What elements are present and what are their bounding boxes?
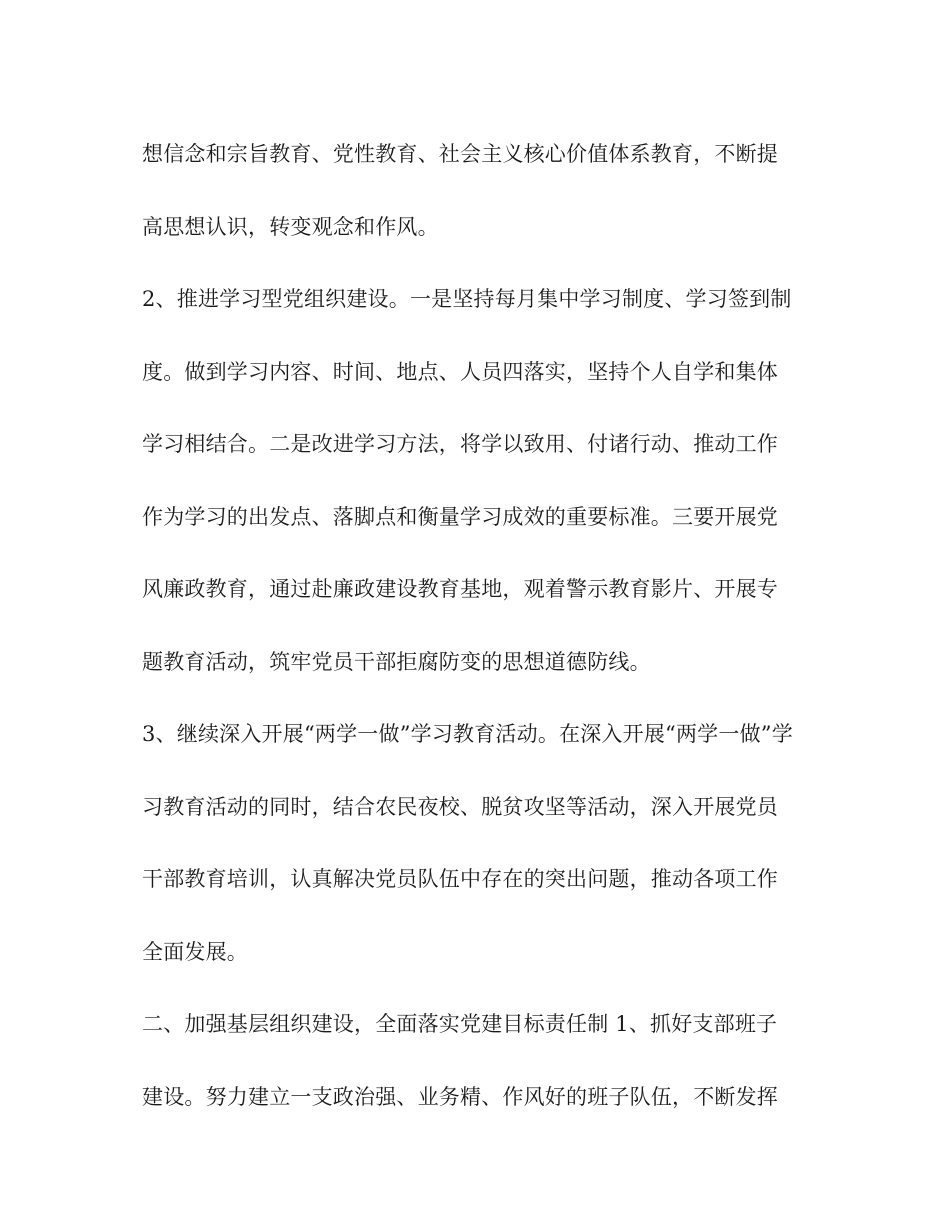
text-line: 学习相结合。二是改进学习方法，将学以致用、付诸行动、推动工作 — [142, 432, 778, 456]
text-line: 题教育活动，筑牢党员干部拒腐防变的思想道德防线。 — [142, 649, 651, 674]
text-line: 想信念和宗旨教育、党性教育、社会主义核心价值体系教育，不断提 — [142, 142, 778, 166]
text-line: 全面发展。 — [142, 939, 248, 964]
text-line: 习教育活动的同时，结合农民夜校、脱贫攻坚等活动，深入开展党员 — [142, 794, 778, 819]
text-line: 高思想认识，转变观念和作风。 — [142, 214, 439, 239]
text-line: 干部教育培训，认真解决党员队伍中存在的突出问题，推动各项工作 — [142, 867, 778, 891]
text-line: 二、加强基层组织建设，全面落实党建目标责任制 1、抓好支部班子 — [142, 1012, 778, 1036]
text-line: 建设。努力建立一支政治强、业务精、作风好的班子队伍，不断发挥 — [142, 1084, 778, 1109]
text-line: 作为学习的出发点、落脚点和衡量学习成效的重要标准。三要开展党 — [142, 504, 778, 529]
text-line: 2、推进学习型党组织建设。一是坚持每月集中学习制度、学习签到制 — [142, 287, 792, 311]
text-line: 度。做到学习内容、时间、地点、人员四落实，坚持个人自学和集体 — [142, 359, 778, 384]
text-line: 风廉政教育，通过赴廉政建设教育基地，观着警示教育影片、开展专 — [142, 577, 778, 601]
text-line: 3、继续深入开展“两学一做”学习教育活动。在深入开展“两学一做”学 — [142, 722, 793, 746]
document-body — [142, 118, 810, 1133]
